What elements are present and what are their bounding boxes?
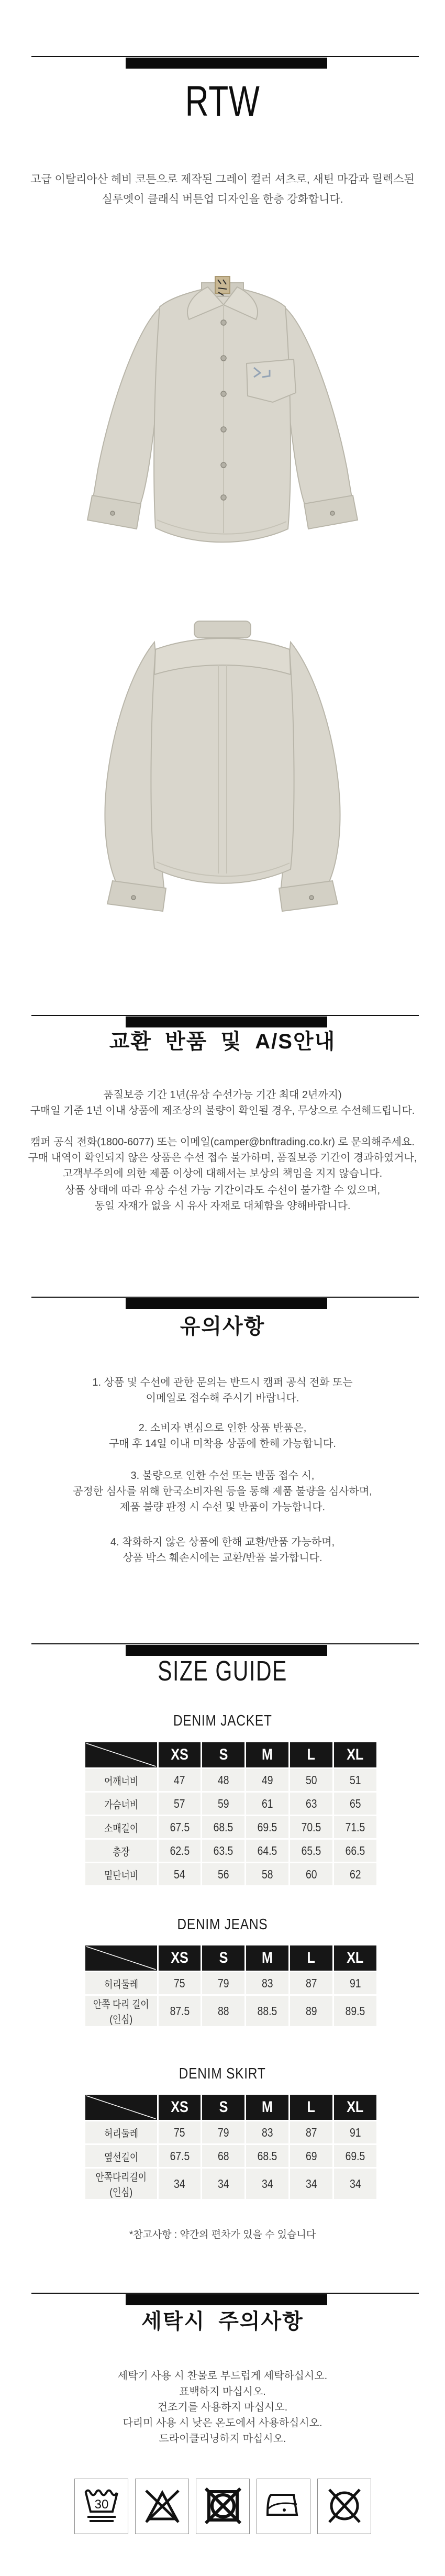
size-value-cell — [202, 1816, 244, 1838]
size-col-header-text: L — [307, 1746, 316, 1763]
exchange-paragraph — [0, 1182, 445, 1214]
cell-text: 69.5 — [257, 1820, 277, 1834]
text-line: 다리미 사용 시 낮은 온도에서 사용하십시오. — [123, 2417, 322, 2429]
diagonal-line — [85, 1742, 157, 1767]
size-table-row — [85, 1996, 376, 2026]
size-table-row — [85, 2145, 376, 2167]
cell-text: 91 — [349, 2125, 361, 2139]
cell-text: 50 — [305, 1773, 317, 1787]
product-photo-shirt-front — [0, 256, 445, 575]
size-value-cell — [290, 1769, 332, 1791]
iron-low-icon — [257, 2479, 310, 2534]
size-value-cell — [290, 1972, 332, 1994]
size-value-cell — [202, 1769, 244, 1791]
size-row-label — [85, 1793, 157, 1815]
cell-text: 가슴너비 — [104, 1799, 138, 1811]
table-title-text: DENIM JEANS — [177, 1916, 268, 1933]
size-row-label — [85, 1769, 157, 1791]
cell-text: 83 — [261, 1976, 273, 1990]
diagonal-line — [85, 2095, 157, 2120]
laundry-section-title: 세탁시 주의사항 — [141, 2310, 304, 2333]
size-value-cell — [290, 1996, 332, 2026]
text-line: 고급 이탈리아산 헤비 코튼으로 제작된 그레이 컬러 셔츠로, 새틴 마감과 릴렉스된 — [30, 173, 415, 185]
divider-rule — [31, 2293, 419, 2294]
table-title-text: DENIM SKIRT — [179, 2065, 266, 2082]
notice-paragraph — [0, 1468, 445, 1515]
table-title-denim-jacket — [0, 1712, 445, 1729]
text-line: 표백하지 마십시오. — [179, 2386, 266, 2397]
size-row-label — [85, 2145, 157, 2167]
divider-rule — [31, 1643, 419, 1644]
cell-text: 83 — [261, 2125, 273, 2139]
size-row-label — [85, 1863, 157, 1885]
cell-text: 69.5 — [345, 2149, 365, 2163]
table-title-denim-jeans — [0, 1916, 445, 1933]
cell-text: 67.5 — [170, 1820, 190, 1834]
size-value-cell — [246, 2121, 288, 2143]
size-col-header — [334, 1742, 376, 1767]
cell-text: 총장 — [113, 1846, 130, 1858]
size-col-header-text: L — [307, 1949, 316, 1966]
size-table-denim-skirt — [84, 2093, 378, 2201]
size-guide-title — [0, 1656, 445, 1686]
size-value-cell — [159, 1863, 201, 1885]
size-value-cell — [334, 2145, 376, 2167]
size-value-cell — [159, 1816, 201, 1838]
size-row-label — [85, 1840, 157, 1862]
table-title-denim-skirt — [0, 2065, 445, 2082]
product-photo-shirt-back — [0, 601, 445, 915]
size-value-cell — [246, 2169, 288, 2199]
size-value-cell — [202, 1840, 244, 1862]
size-col-header — [290, 2095, 332, 2120]
cell-text: 47 — [174, 1773, 185, 1787]
text-line: 세탁기 사용 시 찬물로 부드럽게 세탁하십시오. — [117, 2370, 328, 2382]
cell-text: 34 — [305, 2176, 317, 2191]
size-col-header — [246, 2095, 288, 2120]
size-table-row — [85, 1972, 376, 1994]
cell-text: 34 — [349, 2176, 361, 2191]
cell-text: 68 — [218, 2149, 229, 2163]
exchange-paragraph — [0, 1087, 445, 1119]
cell-text: 67.5 — [170, 2149, 190, 2163]
size-col-header-text: XL — [347, 2098, 364, 2116]
size-col-header — [246, 1945, 288, 1971]
cell-text: 59 — [218, 1796, 229, 1810]
size-col-header-text: XL — [347, 1949, 364, 1966]
cell-text: 34 — [218, 2176, 229, 2191]
cell-text: 62.5 — [170, 1843, 190, 1858]
cell-text: 63.5 — [214, 1843, 233, 1858]
page-title — [0, 78, 445, 126]
do-not-tumble-dry-icon — [196, 2479, 250, 2534]
notice-paragraph — [0, 1375, 445, 1406]
size-col-header-text: L — [307, 2098, 316, 2116]
size-table-row — [85, 1816, 376, 1838]
size-value-cell — [334, 2169, 376, 2199]
size-header-row — [85, 1945, 376, 1971]
cell-text: 87 — [305, 2125, 317, 2139]
text-line: 구매일 기준 1년 이내 상품에 제조상의 불량이 확인될 경우, 무상으로 수선해드립니다. — [30, 1105, 415, 1116]
text-line: 실루엣이 클래식 버튼업 디자인을 한층 강화합니다. — [102, 193, 343, 205]
size-value-cell — [334, 1769, 376, 1791]
cell-text: 88 — [218, 2004, 229, 2018]
cell-text: 48 — [218, 1773, 229, 1787]
divider-bar — [126, 2294, 327, 2305]
text-line: 고객부주의에 의한 제품 이상에 대해서는 보상의 책임을 지지 않습니다. — [62, 1168, 383, 1179]
size-table-row — [85, 2169, 376, 2199]
care-symbols-row — [74, 2479, 371, 2534]
size-table-row — [85, 1793, 376, 1815]
size-row-label — [85, 2121, 157, 2143]
size-table-row — [85, 1863, 376, 1885]
cell-text: 89 — [305, 2004, 317, 2018]
text-line: 품질보증 기간 1년(유상 수선가능 기간 최대 2년까지) — [103, 1089, 342, 1101]
size-value-cell — [159, 2169, 201, 2199]
cell-text: 64.5 — [257, 1843, 277, 1858]
text-line: 드라이클리닝하지 마십시오. — [159, 2433, 286, 2445]
size-value-cell — [334, 1840, 376, 1862]
cell-text: 79 — [218, 2125, 229, 2139]
divider-rule — [31, 1015, 419, 1016]
notice-paragraph — [0, 1534, 445, 1566]
wash-temp-label: 30 — [94, 2497, 109, 2512]
size-value-cell — [334, 1793, 376, 1815]
cell-text: 34 — [174, 2176, 185, 2191]
size-corner-cell — [85, 2095, 157, 2120]
cell-text: 허리둘레 — [104, 2128, 138, 2140]
size-value-cell — [159, 1972, 201, 1994]
size-col-header — [202, 1945, 244, 1971]
size-col-header — [334, 1945, 376, 1971]
size-row-label — [85, 2169, 157, 2199]
cell-text: 옆선길이 — [104, 2151, 138, 2163]
size-value-cell — [290, 1840, 332, 1862]
size-value-cell — [246, 1863, 288, 1885]
size-guide-note: *참고사항 : 약간의 편차가 있을 수 있습니다 — [129, 2229, 316, 2240]
text-line: 4. 착화하지 않은 상품에 한해 교환/반품 가능하며, — [110, 1536, 335, 1548]
wash-30-icon — [74, 2479, 128, 2534]
size-col-header-text: XS — [171, 1746, 188, 1763]
size-value-cell — [334, 2121, 376, 2143]
text-line: 이메일로 접수해 주시기 바랍니다. — [146, 1392, 299, 1404]
size-value-cell — [246, 1840, 288, 1862]
size-col-header-text: M — [262, 1949, 273, 1966]
size-table-denim-jeans — [84, 1944, 378, 2028]
size-value-cell — [290, 2145, 332, 2167]
cell-text: 34 — [261, 2176, 273, 2191]
size-col-header — [159, 1945, 201, 1971]
size-value-cell — [202, 2121, 244, 2143]
size-col-header — [290, 1742, 332, 1767]
size-guide-title-text: SIZE GUIDE — [158, 1655, 287, 1687]
cell-text: 57 — [174, 1796, 185, 1810]
cell-text: 어깨너비 — [104, 1775, 138, 1787]
size-row-label — [85, 1996, 157, 2026]
size-value-cell — [202, 2169, 244, 2199]
size-value-cell — [334, 1972, 376, 1994]
size-row-label — [85, 1972, 157, 1994]
size-table-row — [85, 1840, 376, 1862]
size-value-cell — [246, 1793, 288, 1815]
notice-section-title: 유의사항 — [180, 1315, 265, 1338]
cell-text: 68.5 — [257, 2149, 277, 2163]
text-line: 동일 자재가 없을 시 유사 자재로 대체함을 양해바랍니다. — [94, 1200, 351, 1212]
size-col-header-text: XS — [171, 2098, 188, 2116]
text-line: 상품 상태에 따라 유상 수선 가능 기간이라도 수선이 불가할 수 있으며, — [64, 1185, 381, 1196]
text-line: 구매 내역이 확인되지 않은 상품은 수선 접수 불가하며, 품질보증 기간이 경과하였거나, — [28, 1152, 417, 1164]
size-row-label — [85, 1816, 157, 1838]
divider-bar — [126, 1645, 327, 1656]
cell-text: 51 — [349, 1773, 361, 1787]
text-line: 2. 소비자 변심으로 인한 상품 반품은, — [138, 1422, 307, 1434]
cell-text: 65.5 — [301, 1843, 321, 1858]
cell-text: 58 — [261, 1867, 273, 1881]
divider-rule — [31, 1297, 419, 1298]
cell-text: 61 — [261, 1796, 273, 1810]
cell-text: 안쪽다리길이(인심) — [95, 2172, 147, 2198]
cell-text: 60 — [305, 1867, 317, 1881]
page-title-text: RTW — [185, 78, 260, 125]
size-value-cell — [334, 1996, 376, 2026]
cell-text: 75 — [174, 2125, 185, 2139]
cell-text: 49 — [261, 1773, 273, 1787]
do-not-dry-clean-icon — [317, 2479, 371, 2534]
size-value-cell — [334, 1816, 376, 1838]
size-col-header-text: XS — [171, 1949, 188, 1966]
size-value-cell — [159, 2121, 201, 2143]
cell-text: 71.5 — [345, 1820, 365, 1834]
size-col-header-text: M — [262, 2098, 273, 2116]
product-description — [0, 170, 445, 209]
size-col-header-text: S — [219, 1949, 228, 1966]
cell-text: 63 — [305, 1796, 317, 1810]
size-value-cell — [290, 1793, 332, 1815]
size-value-cell — [290, 1816, 332, 1838]
laundry-instructions — [0, 2368, 445, 2447]
cell-text: 91 — [349, 1976, 361, 1990]
size-corner-cell — [85, 1742, 157, 1767]
size-value-cell — [159, 2145, 201, 2167]
cell-text: 66.5 — [345, 1843, 365, 1858]
size-value-cell — [290, 2121, 332, 2143]
text-line: 제품 불량 판정 시 수선 및 반품이 가능합니다. — [119, 1501, 326, 1513]
cell-text: 68.5 — [214, 1820, 233, 1834]
divider-bar — [126, 1016, 327, 1027]
size-col-header-text: XL — [347, 1746, 364, 1763]
size-col-header — [159, 2095, 201, 2120]
text-line: 3. 불량으로 인한 수선 또는 반품 접수 시, — [130, 1470, 315, 1482]
size-col-header — [159, 1742, 201, 1767]
size-value-cell — [202, 1972, 244, 1994]
size-value-cell — [246, 1996, 288, 2026]
size-table-row — [85, 1769, 376, 1791]
diagonal-line — [85, 1945, 157, 1971]
shirt-back-illustration — [76, 601, 369, 915]
size-col-header — [246, 1742, 288, 1767]
size-table-row — [85, 2121, 376, 2143]
size-col-header — [202, 1742, 244, 1767]
text-line: 건조기를 사용하지 마십시오. — [157, 2402, 288, 2413]
size-value-cell — [246, 2145, 288, 2167]
cell-text: 62 — [349, 1867, 361, 1881]
cell-text: 88.5 — [257, 2004, 277, 2018]
cell-text: 허리둘레 — [104, 1978, 138, 1991]
cell-text: 56 — [218, 1867, 229, 1881]
size-col-header-text: S — [219, 2098, 228, 2116]
size-col-header — [290, 1945, 332, 1971]
size-value-cell — [246, 1769, 288, 1791]
do-not-bleach-icon — [135, 2479, 189, 2534]
size-value-cell — [246, 1816, 288, 1838]
cell-text: 밑단너비 — [104, 1870, 138, 1882]
divider-rule — [31, 56, 419, 57]
text-line: 상품 박스 훼손시에는 교환/반품 불가합니다. — [123, 1552, 322, 1564]
size-header-row — [85, 1742, 376, 1767]
size-value-cell — [202, 1863, 244, 1885]
size-value-cell — [290, 1863, 332, 1885]
size-corner-cell — [85, 1945, 157, 1971]
cell-text: 69 — [305, 2149, 317, 2163]
cell-text: 87 — [305, 1976, 317, 1990]
size-col-header — [202, 2095, 244, 2120]
size-value-cell — [159, 1793, 201, 1815]
size-value-cell — [202, 1793, 244, 1815]
text-line: 캠퍼 공식 전화(1800-6077) 또는 이메일(camper@bnftrading.co.kr) 로 문의해주세요. — [30, 1136, 415, 1148]
cell-text: 65 — [349, 1796, 361, 1810]
cell-text: 75 — [174, 1976, 185, 1990]
exchange-section-title: 교환 반품 및 A/S안내 — [109, 1030, 336, 1053]
cell-text: 79 — [218, 1976, 229, 1990]
size-value-cell — [202, 2145, 244, 2167]
cell-text: 89.5 — [345, 2004, 365, 2018]
text-line: 1. 상품 및 수선에 관한 문의는 반드시 캠퍼 공식 전화 또는 — [92, 1377, 353, 1388]
size-value-cell — [290, 2169, 332, 2199]
shirt-front-illustration — [76, 256, 369, 575]
exchange-paragraph — [0, 1134, 445, 1181]
divider-bar — [126, 58, 327, 69]
text-line: 공정한 심사를 위해 한국소비자원 등을 통해 제품 불량을 심사하며, — [73, 1486, 372, 1497]
size-value-cell — [159, 1769, 201, 1791]
size-col-header-text: S — [219, 1746, 228, 1763]
cell-text: 소매길이 — [104, 1822, 138, 1834]
cell-text: 87.5 — [170, 2004, 190, 2018]
size-col-header-text: M — [262, 1746, 273, 1763]
divider-bar — [126, 1298, 327, 1309]
cell-text: 54 — [174, 1867, 185, 1881]
size-value-cell — [334, 1863, 376, 1885]
size-col-header — [334, 2095, 376, 2120]
cell-text: 70.5 — [301, 1820, 321, 1834]
size-value-cell — [159, 1996, 201, 2026]
notice-paragraph — [0, 1420, 445, 1452]
table-title-text: DENIM JACKET — [173, 1712, 272, 1729]
size-header-row — [85, 2095, 376, 2120]
text-line: 구매 후 14일 이내 미착용 상품에 한해 가능합니다. — [109, 1438, 336, 1450]
size-value-cell — [159, 1840, 201, 1862]
size-table-denim-jacket — [84, 1741, 378, 1887]
size-value-cell — [246, 1972, 288, 1994]
size-value-cell — [202, 1996, 244, 2026]
cell-text: 안쪽 다리 길이(인심) — [93, 1999, 149, 2026]
